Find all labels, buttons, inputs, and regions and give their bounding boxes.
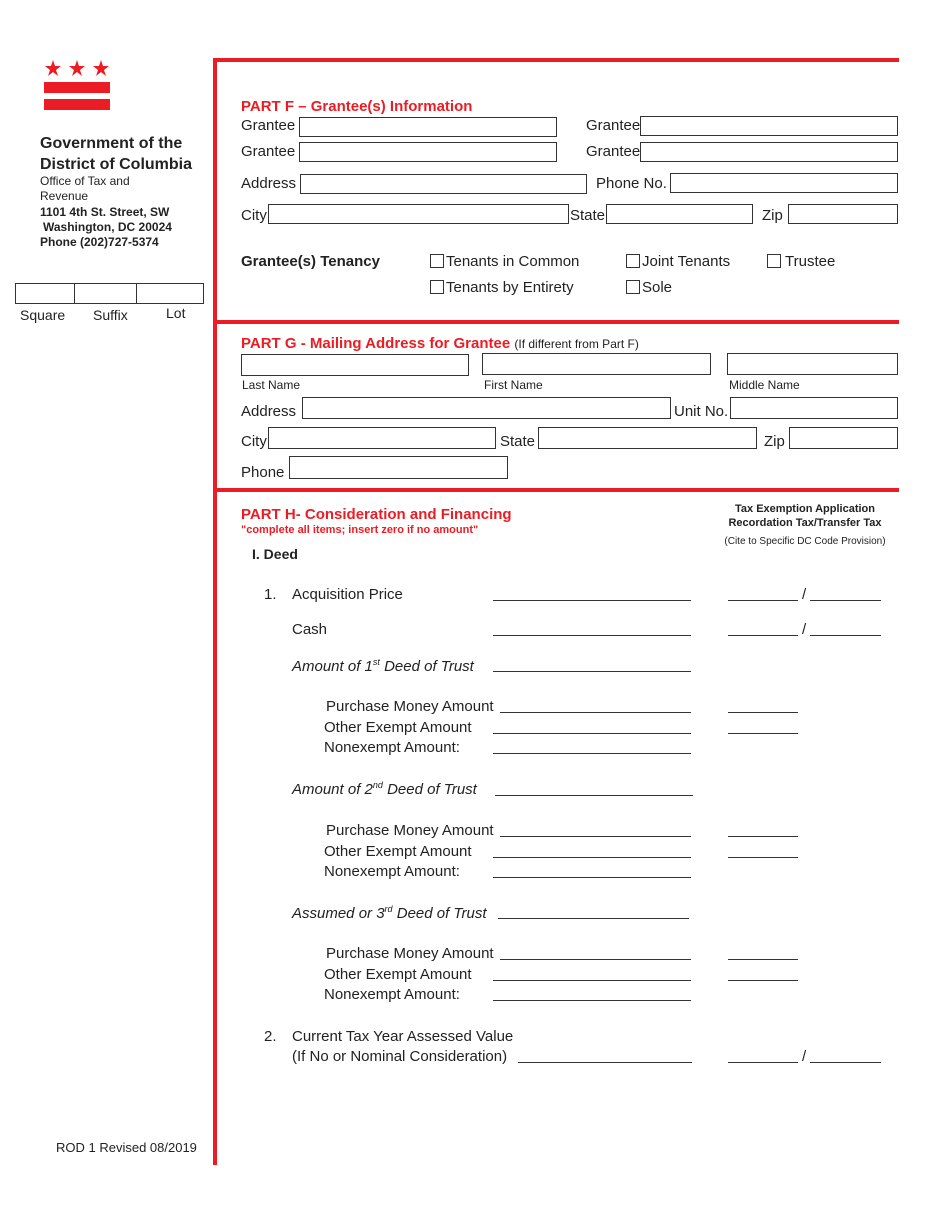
item-2-number: 2.	[264, 1028, 277, 1045]
joint-tenants-checkbox[interactable]	[626, 254, 640, 268]
mailing-phone-field[interactable]	[289, 456, 508, 479]
item-1-number: 1.	[264, 586, 277, 603]
joint-tenants-label: Joint Tenants	[642, 253, 731, 270]
first-name-field[interactable]	[482, 353, 711, 375]
dot2-nea-label: Nonexempt Amount:	[324, 863, 460, 880]
middle-name-label: Middle Name	[729, 378, 800, 392]
tenants-in-common-label: Tenants in Common	[446, 253, 580, 270]
mailing-state-label: State	[500, 433, 536, 450]
mailing-zip-field[interactable]	[789, 427, 898, 449]
assessed-value-note: (If No or Nominal Consideration)	[292, 1048, 508, 1065]
square-field[interactable]	[15, 283, 75, 304]
cash-field[interactable]	[493, 635, 691, 636]
trustee-label: Trustee	[785, 253, 836, 270]
sole-label: Sole	[642, 279, 673, 296]
grantee-label-4: Grantee	[586, 143, 641, 160]
cash-exempt-b[interactable]	[810, 635, 881, 636]
first-name-label: First Name	[484, 378, 543, 392]
grantee-label-1: Grantee	[241, 117, 296, 134]
cash-label: Cash	[292, 621, 328, 638]
dot3-oea-exempt[interactable]	[728, 980, 798, 981]
slash: /	[802, 586, 807, 603]
lot-field[interactable]	[136, 283, 204, 304]
sole-checkbox[interactable]	[626, 280, 640, 294]
middle-name-field[interactable]	[727, 353, 898, 375]
office-address: 1101 4th St. Street, SW Washington, DC 20024 Phone (202)727-5374	[40, 205, 172, 249]
slash: /	[802, 1048, 807, 1065]
city-field[interactable]	[268, 204, 569, 224]
assessed-value-exempt-a[interactable]	[728, 1062, 798, 1063]
slash: /	[802, 621, 807, 638]
unit-no-field[interactable]	[730, 397, 898, 419]
state-label: State	[570, 207, 606, 224]
divider-gh	[213, 488, 899, 492]
grantee-label-2: Grantee	[586, 117, 641, 134]
dot2-oea-label: Other Exempt Amount	[324, 843, 472, 860]
acquisition-price-field[interactable]	[493, 600, 691, 601]
dot3-oea-label: Other Exempt Amount	[324, 966, 472, 983]
last-name-label: Last Name	[242, 378, 301, 392]
suffix-field[interactable]	[74, 283, 137, 304]
divider-fg	[213, 320, 899, 324]
city-label: City	[241, 207, 267, 224]
part-h-subtitle: "complete all items; insert zero if no amount"	[241, 524, 479, 536]
square-label: Square	[20, 307, 66, 323]
dot1-oea-label: Other Exempt Amount	[324, 719, 472, 736]
dot3-nea-field[interactable]	[493, 1000, 691, 1001]
exemption-header: Tax Exemption Application Recordation Tax/Transfer Tax (Cite to Specific DC Code Provision)	[724, 503, 886, 547]
part-f-title: PART F – Grantee(s) Information	[241, 98, 473, 115]
grantee-field-4[interactable]	[640, 142, 898, 162]
dot3-oea-field[interactable]	[493, 980, 691, 981]
cash-exempt-a[interactable]	[728, 635, 798, 636]
dot2-nea-field[interactable]	[493, 877, 691, 878]
dot3-nea-label: Nonexempt Amount:	[324, 986, 460, 1003]
form-revision: ROD 1 Revised 08/2019	[56, 1140, 197, 1155]
dot1-nea-field[interactable]	[493, 753, 691, 754]
dot1-pma-field[interactable]	[500, 712, 691, 713]
suffix-label: Suffix	[93, 307, 128, 323]
mailing-city-label: City	[241, 433, 267, 450]
acquisition-price-exempt-b[interactable]	[810, 600, 881, 601]
acquisition-price-label: Acquisition Price	[292, 586, 403, 603]
lot-label: Lot	[166, 305, 186, 321]
dot1-nea-label: Nonexempt Amount:	[324, 739, 460, 756]
dot2-pma-field[interactable]	[500, 836, 691, 837]
trustee-checkbox[interactable]	[767, 254, 781, 268]
mailing-city-field[interactable]	[268, 427, 496, 449]
dot3-pma-field[interactable]	[500, 959, 691, 960]
dot1-pma-label: Purchase Money Amount	[326, 698, 494, 715]
tenancy-label: Grantee(s) Tenancy	[241, 253, 380, 270]
phone-no-field[interactable]	[670, 173, 898, 193]
dot3-label: Assumed or 3rd Deed of Trust	[292, 904, 487, 922]
unit-no-label: Unit No.	[674, 403, 729, 420]
dot1-pma-exempt[interactable]	[728, 712, 798, 713]
last-name-field[interactable]	[241, 354, 469, 376]
dot2-pma-label: Purchase Money Amount	[326, 822, 494, 839]
phone-no-label: Phone No.	[596, 175, 667, 192]
dot1-oea-field[interactable]	[493, 733, 691, 734]
part-h-title: PART H- Consideration and Financing	[241, 506, 512, 523]
zip-field[interactable]	[788, 204, 898, 224]
tenants-in-common-checkbox[interactable]	[430, 254, 444, 268]
left-border	[213, 59, 217, 1165]
zip-label: Zip	[762, 207, 783, 224]
dot2-oea-exempt[interactable]	[728, 857, 798, 858]
grantee-field-3[interactable]	[299, 142, 557, 162]
assessed-value-exempt-b[interactable]	[810, 1062, 881, 1063]
dot1-field[interactable]	[493, 671, 691, 672]
mailing-address-field[interactable]	[302, 397, 671, 419]
mailing-zip-label: Zip	[764, 433, 785, 450]
part-g-title: PART G - Mailing Address for Grantee (If different from Part F)	[241, 335, 639, 352]
dot3-pma-exempt[interactable]	[728, 959, 798, 960]
tenants-by-entirety-label: Tenants by Entirety	[446, 279, 574, 296]
mailing-address-label: Address	[241, 403, 297, 420]
tenants-by-entirety-checkbox[interactable]	[430, 280, 444, 294]
deed-heading: I. Deed	[252, 546, 298, 562]
acquisition-price-exempt-a[interactable]	[728, 600, 798, 601]
dot1-label: Amount of 1st Deed of Trust	[292, 657, 474, 675]
dot1-oea-exempt[interactable]	[728, 733, 798, 734]
grantee-field-1[interactable]	[299, 117, 557, 137]
mailing-state-field[interactable]	[538, 427, 757, 449]
address-field[interactable]	[300, 174, 587, 194]
dc-flag-logo	[44, 58, 110, 112]
mailing-phone-label: Phone	[241, 464, 285, 481]
grantee-field-2[interactable]	[640, 116, 898, 136]
dot3-field[interactable]	[498, 918, 689, 919]
state-field[interactable]	[606, 204, 753, 224]
dot3-pma-label: Purchase Money Amount	[326, 945, 494, 962]
office-name: Office of Tax and Revenue	[40, 174, 130, 203]
assessed-value-field[interactable]	[518, 1062, 692, 1063]
assessed-value-label: Current Tax Year Assessed Value	[292, 1028, 514, 1045]
address-label: Address	[241, 175, 297, 192]
dot2-oea-field[interactable]	[493, 857, 691, 858]
dot2-field[interactable]	[495, 795, 693, 796]
grantee-label-3: Grantee	[241, 143, 296, 160]
top-border	[213, 58, 899, 62]
dot2-pma-exempt[interactable]	[728, 836, 798, 837]
gov-title: Government of the District of Columbia	[40, 135, 193, 173]
dot2-label: Amount of 2nd Deed of Trust	[292, 780, 477, 798]
